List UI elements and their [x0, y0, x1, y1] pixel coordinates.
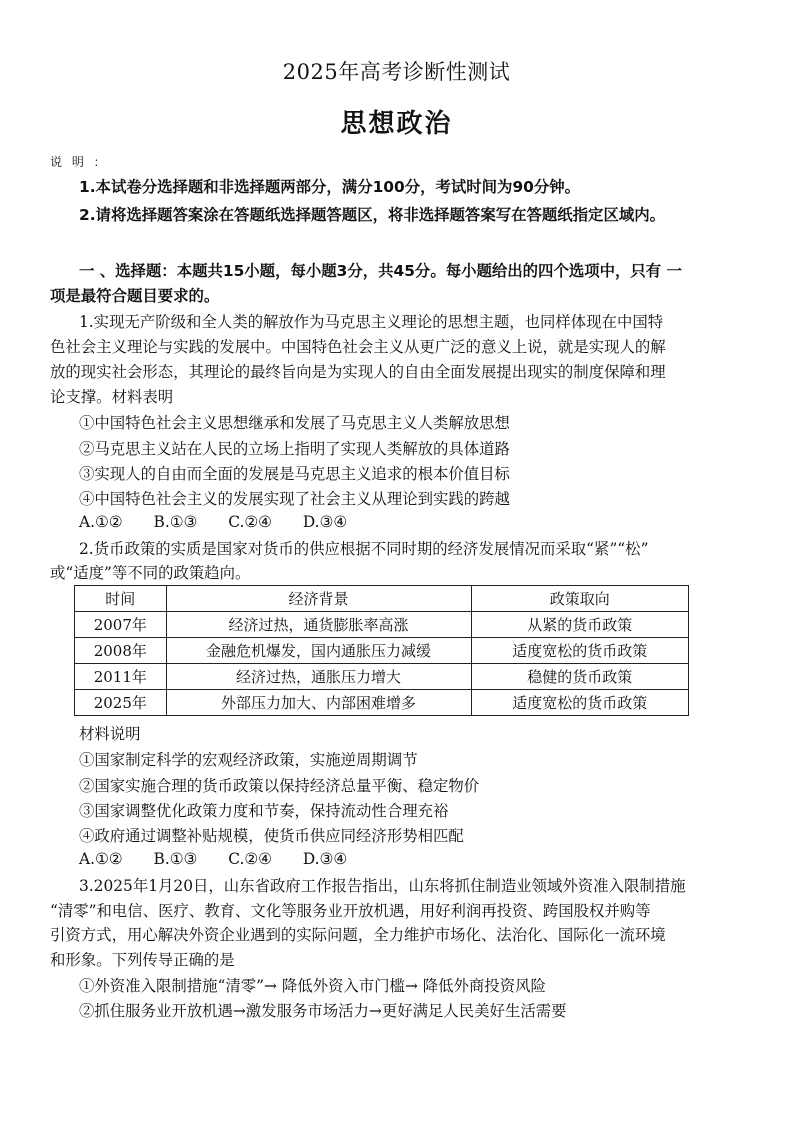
section-heading-cont: 项是最符合题目要求的。 [50, 287, 220, 305]
choice-a: A.①② [79, 850, 123, 868]
instruction-item: 1.本试卷分选择题和非选择题两部分，满分100分，考试时间为90分钟。 [79, 178, 581, 196]
q3-stem-line: 和形象。下列传导正确的是 [50, 951, 235, 969]
q3-stem-line: 3.2025年1月20日，山东省政府工作报告指出，山东将抓住制造业领域外资准入限制措施 [79, 877, 686, 895]
table-cell: 2007年 [75, 612, 167, 638]
table-header: 经济背景 [166, 586, 471, 612]
table-cell: 2011年 [75, 664, 167, 690]
choice-a: A.①② [79, 513, 123, 531]
q1-stem-line: 1.实现无产阶级和全人类的解放作为马克思主义理论的思想主题，也同样体现在中国特 [79, 313, 664, 331]
table-cell: 经济过热，通胀压力增大 [166, 664, 471, 690]
q1-option: ①中国特色社会主义思想继承和发展了马克思主义人类解放思想 [79, 414, 510, 432]
instruction-item: 2.请将选择题答案涂在答题纸选择题答题区，将非选择题答案写在答题纸指定区域内。 [79, 206, 666, 224]
table-header: 政策取向 [471, 586, 688, 612]
q1-option: ②马克思主义站在人民的立场上指明了实现人类解放的具体道路 [79, 440, 510, 458]
q2-option: ④政府通过调整补贴规模，使货币供应同经济形势相匹配 [79, 827, 464, 845]
q1-choices [79, 513, 373, 531]
q2-option: ②国家实施合理的货币政策以保持经济总量平衡、稳定物价 [79, 777, 480, 795]
table-row [75, 612, 689, 638]
table-row [75, 664, 689, 690]
section-heading: 一 、选择题：本题共15小题，每小题3分，共45分。每小题给出的四个选项中，只有 一 [79, 262, 682, 280]
table-cell: 适度宽松的货币政策 [471, 638, 688, 664]
choice-c: C.②④ [228, 513, 272, 531]
choice-b: B.①③ [153, 850, 198, 868]
q2-stem-line: 2.货币政策的实质是国家对货币的供应根据不同时期的经济发展情况而采取“紧”“松” [79, 540, 649, 558]
table-cell: 稳健的货币政策 [471, 664, 688, 690]
q2-option: ③国家调整优化政策力度和节奏，保持流动性合理充裕 [79, 802, 449, 820]
exam-title: 2025年高考诊断性测试 [282, 60, 511, 84]
table-cell: 2025年 [75, 690, 167, 716]
q3-stem-line: “清零”和电信、医疗、教育、文化等服务业开放机遇，用好利润再投资、跨国股权并购等 [50, 902, 651, 920]
table-row [75, 690, 689, 716]
instructions-label: 说 明 ： [50, 155, 109, 169]
q2-option: ①国家制定科学的宏观经济政策，实施逆周期调节 [79, 751, 418, 769]
q1-stem-line: 色社会主义理论与实践的发展中。中国特色社会主义从更广泛的意义上说，就是实现人的解 [50, 338, 666, 356]
q1-option: ③实现人的自由而全面的发展是马克思主义追求的根本价值目标 [79, 465, 510, 483]
choice-c: C.②④ [228, 850, 272, 868]
subject-title: 思想政治 [340, 109, 453, 139]
q2-stem-line: 或“适度”等不同的政策趋向。 [50, 564, 251, 582]
q2-choices [79, 850, 373, 868]
q1-option: ④中国特色社会主义的发展实现了社会主义从理论到实践的跨越 [79, 490, 510, 508]
table-cell: 2008年 [75, 638, 167, 664]
q2-material-label: 材料说明 [79, 725, 141, 743]
q3-option: ①外资准入限制措施“清零”→ 降低外资入市门槛→ 降低外商投资风险 [79, 977, 546, 995]
table-cell: 适度宽松的货币政策 [471, 690, 688, 716]
choice-d: D.③④ [302, 850, 348, 868]
table-cell: 经济过热，通货膨胀率高涨 [166, 612, 471, 638]
q3-stem-line: 引资方式，用心解决外资企业遇到的实际问题，全力维护市场化、法治化、国际化一流环境 [50, 926, 666, 944]
table-cell: 从紧的货币政策 [471, 612, 688, 638]
monetary-policy-table [74, 585, 689, 716]
table-header: 时间 [75, 586, 167, 612]
table-header-row [75, 586, 689, 612]
choice-d: D.③④ [302, 513, 348, 531]
q1-stem-line: 放的现实社会形态，其理论的最终旨向是为实现人的自由全面发展提出现实的制度保障和理 [50, 363, 666, 381]
q3-option: ②抓住服务业开放机遇→激发服务市场活力→更好满足人民美好生活需要 [79, 1002, 567, 1020]
q1-stem-line: 论支撑。材料表明 [50, 388, 174, 406]
table-cell: 金融危机爆发，国内通胀压力减缓 [166, 638, 471, 664]
table-cell: 外部压力加大、内部困难增多 [166, 690, 471, 716]
table-row [75, 638, 689, 664]
choice-b: B.①③ [153, 513, 198, 531]
